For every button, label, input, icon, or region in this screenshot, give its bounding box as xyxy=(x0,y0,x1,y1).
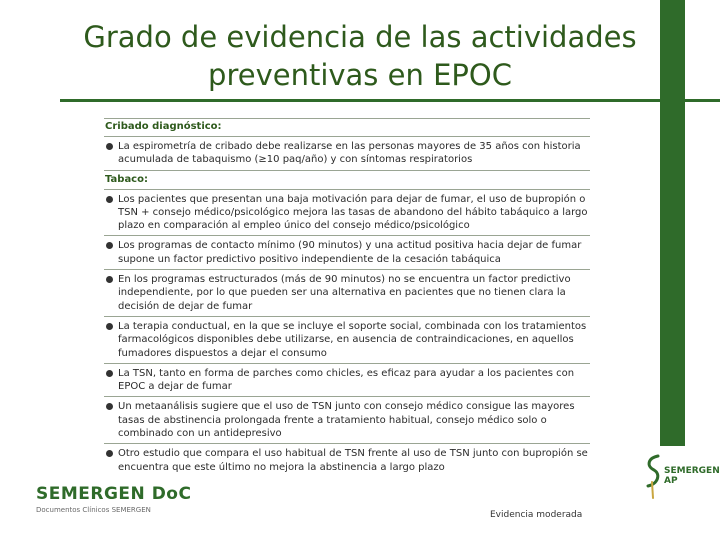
footer-subtitle: Documentos Clínicos SEMERGEN xyxy=(36,506,151,514)
list-item-text: La terapia conductual, en la que se incluye el soporte social, combinada con los tratamientos farmacológicos disponibles debe utilizarse, en ausencia de contraindicaciones, en aquellos fumadores dispuestos a dejar el consumo xyxy=(118,320,587,359)
list-item xyxy=(104,190,590,237)
semergen-ap-logo xyxy=(636,452,720,508)
list-item xyxy=(104,364,590,398)
bullet-icon xyxy=(106,242,113,249)
evidence-level-label: Evidencia moderada xyxy=(490,510,583,520)
bullet-icon xyxy=(106,450,113,457)
side-logo-name xyxy=(664,466,720,486)
semergen-doc-logo xyxy=(36,484,191,515)
list-item xyxy=(104,270,590,317)
list-item-text: La TSN, tanto en forma de parches como chicles, es eficaz para ayudar a los pacientes con EPOC a dejar de fumar xyxy=(118,367,575,393)
list-item-text: La espirometría de cribado debe realizarse en las personas mayores de 35 años con historia acumulada de tabaquismo (≥10 paq/año) y con síntomas respiratorios xyxy=(118,141,581,166)
list-item xyxy=(104,137,590,171)
title-divider xyxy=(60,99,720,102)
section-heading-cribado: Cribado diagnóstico: xyxy=(104,118,590,137)
bullet-icon xyxy=(106,276,113,283)
footer-brand: SEMERGEN DoC xyxy=(36,484,192,504)
semergen-emblem-icon xyxy=(642,452,664,500)
bullet-icon xyxy=(106,370,113,377)
bullet-icon xyxy=(106,143,113,150)
side-logo-suffix: AP xyxy=(664,476,678,486)
page-title-line1: Grado de evidencia de las actividades xyxy=(83,20,637,54)
evidence-table xyxy=(104,118,590,477)
list-item xyxy=(104,444,590,477)
list-item xyxy=(104,397,590,444)
list-item-text: Otro estudio que compara el uso habitual de TSN frente al uso de TSN junto con bupropión se encuentra que este último no mejora la abstinencia a largo plazo xyxy=(118,448,588,473)
section-heading-tabaco: Tabaco: xyxy=(104,172,590,190)
list-item xyxy=(104,236,590,270)
bullet-icon xyxy=(106,323,113,330)
page-title-line2: preventivas en EPOC xyxy=(208,58,512,92)
right-accent-bar xyxy=(660,0,685,446)
list-item-text: Los pacientes que presentan una baja motivación para dejar de fumar, el uso de bupropión o TSN + consejo médico/psicológico mejora las tasas de abandono del hábito tabáquico a largo plazo en comparación al empleo único del consejo médico/psicológico xyxy=(118,193,588,232)
page-title xyxy=(60,18,660,94)
list-item-text: Un metaanálisis sugiere que el uso de TSN junto con consejo médico consigue las mayores tasas de abstinencia prolongada frente a tratamiento habitual, consejo médico solo o combinado con un antidepresivo xyxy=(118,401,575,440)
list-item-text: En los programas estructurados (más de 90 minutos) no se encuentra un factor predictivo independiente, por lo que pueden ser una alternativa en pacientes que no tienen clara la decisión de dejar de fumar xyxy=(118,274,571,312)
list-item xyxy=(104,317,590,364)
side-logo-name-text: SEMERGEN xyxy=(664,466,720,476)
bullet-icon xyxy=(106,196,113,203)
list-item-text: Los programas de contacto mínimo (90 minutos) y una actitud positiva hacia dejar de fumar supone un factor predictivo positivo independiente de la cesación tabáquica xyxy=(118,240,582,265)
bullet-icon xyxy=(106,403,113,410)
